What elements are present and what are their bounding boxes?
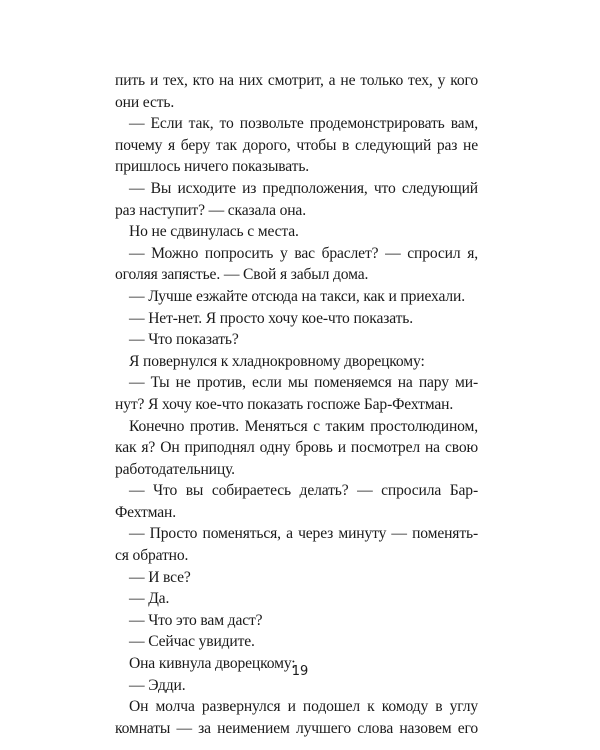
text-line: Конечно против. Меняться с таким простолюдином, — [129, 417, 478, 435]
text-line: Он молча развернулся и подошел к комоду в углу — [129, 698, 478, 716]
text-line: раз наступит? — сказала она. — [115, 201, 306, 219]
text-line: — Ты не против, если мы поменяемся на пару ми- — [129, 374, 478, 392]
text-line: они есть. — [115, 93, 175, 111]
text-line: — Что это вам даст? — [129, 611, 263, 629]
page-number: 19 — [291, 664, 309, 679]
body-text — [115, 70, 478, 739]
text-line: — Лучше езжайте отсюда на такси, как и приехали. — [129, 287, 465, 305]
text-line: — Если так, то позвольте продемонстрировать вам, — [129, 115, 478, 133]
text-line: ся обратно. — [115, 547, 189, 565]
text-line: — Что вы собираетесь делать? — спросила Бар- — [129, 482, 478, 500]
text-line: Она кивнула дворецкому: — [129, 655, 296, 673]
text-line: пришлось ничего показывать. — [115, 158, 310, 176]
text-line: комнаты — за неимением лучшего слова назовем его — [115, 719, 478, 737]
text-line: как я? Он приподнял одну бровь и посмотрел на свою — [115, 439, 478, 457]
text-line: почему я беру так дорого, чтобы в следующий раз не — [115, 136, 478, 154]
text-line: оголяя запястье. — Свой я забыл дома. — [115, 266, 369, 284]
text-line: Но не сдвинулась с места. — [129, 223, 299, 241]
text-line: — Можно попросить у вас браслет? — спросил я, — [129, 244, 478, 262]
text-line: Я повернулся к хладнокровному дворецкому: — [129, 352, 425, 370]
text-line: пить и тех, кто на них смотрит, а не только тех, у кого — [115, 72, 478, 89]
text-line: — Сейчас увидите. — [129, 633, 255, 651]
text-line: — Вы исходите из предположения, что следующий — [129, 179, 478, 197]
text-line: нут? Я хочу кое-что показать госпоже Бар-Фехтман. — [115, 395, 454, 413]
text-line: — Да. — [129, 590, 170, 608]
text-line: — Нет-нет. Я просто хочу кое-что показать. — [129, 309, 414, 327]
text-line: — И все? — [129, 568, 191, 586]
text-line: — Эдди. — [129, 676, 186, 694]
text-line: Фехтман. — [115, 503, 176, 521]
text-line: работодательницу. — [115, 460, 235, 478]
text-line: — Что показать? — [129, 331, 239, 349]
text-line: — Просто поменяться, а через минуту — поменять- — [129, 525, 478, 543]
